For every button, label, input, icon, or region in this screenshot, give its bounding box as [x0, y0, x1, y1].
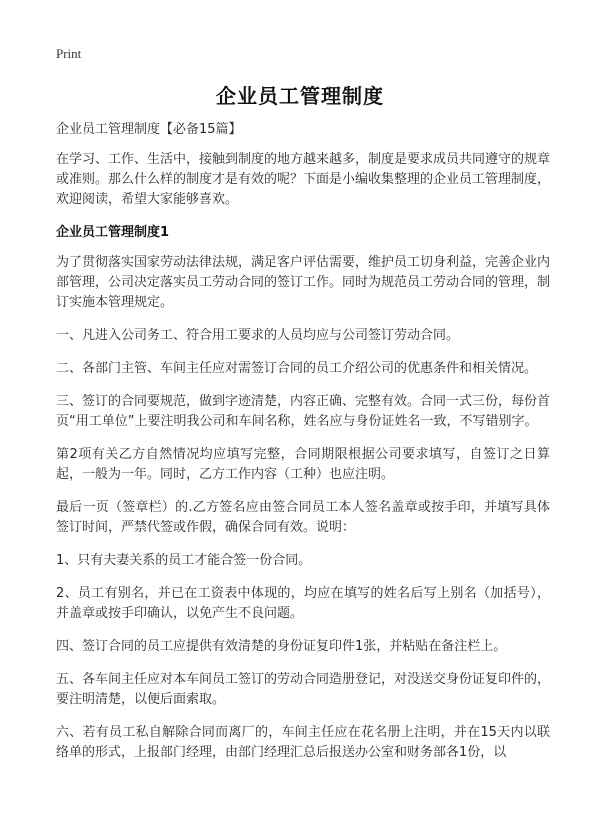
section-heading: 企业员工管理制度1: [56, 225, 170, 240]
paragraph: 第2项有关乙方自然情况均应填写完整，合同期限根据公司要求填写，自签订之日算起，一般为一年。同时，乙方工作内容（工种）也应注明。: [56, 447, 550, 482]
intro-paragraph: 在学习、工作、生活中，接触到制度的地方越来越多，制度是要求成员共同遵守的规章或准则。那么什么样的制度才是有效的呢？下面是小编收集整理的企业员工管理制度，欢迎阅读，希望大家能够喜欢。: [56, 152, 551, 207]
paragraph: 六、若有员工私自解除合同而离厂的，车间主任应在花名册上注明，并在15天内以联络单的形式，上报部门经理，由部门经理汇总后报送办公室和财务部各1份，以: [56, 725, 550, 760]
paragraph: 为了贯彻落实国家劳动法律法规，满足客户评估需要，维护员工切身利益，完善企业内部管理，公司决定落实员工劳动合同的签订工作。同时为规范员工劳动合同的管理，制订实施本管理规定。: [56, 255, 551, 310]
paragraph: 2、员工有别名，并已在工资表中体现的，均应在填写的姓名后写上别名（加括号），并盖章或按手印确认，以免产生不良问题。: [56, 586, 550, 621]
document-subtitle: 企业员工管理制度【必备15篇】: [56, 122, 242, 137]
document-title: 企业员工管理制度: [216, 84, 384, 108]
paragraph: 1、只有夫妻关系的员工才能合签一份合同。: [56, 553, 312, 568]
paragraph: 三、签订的合同要规范，做到字迹清楚，内容正确、完整有效。合同一式三份，每份首页“用工单位”上要注明我公司和车间名称，姓名应与身份证姓名一致，不写错别字。: [56, 394, 551, 429]
paragraph: 二、各部门主管、车间主任应对需签订合同的员工介绍公司的优惠条件和相关情况。: [56, 361, 538, 376]
print-link[interactable]: Print: [56, 46, 82, 61]
document-body: [56, 120, 550, 776]
paragraph: 五、各车间主任应对本车间员工签订的劳动合同造册登记，对没送交身份证复印件的，要注明清楚，以便后面索取。: [56, 672, 551, 707]
paragraph: 四、签订合同的员工应提供有效清楚的身份证复印件1张，并粘贴在备注栏上。: [56, 639, 507, 654]
paragraph: 最后一页（签章栏）的.乙方签名应由签合同员工本人签名盖章或按手印，并填写具体签订时间，严禁代签或作假，确保合同有效。说明：: [56, 500, 550, 535]
paragraph: 一、凡进入公司务工、符合用工要求的人员均应与公司签订劳动合同。: [56, 328, 460, 343]
